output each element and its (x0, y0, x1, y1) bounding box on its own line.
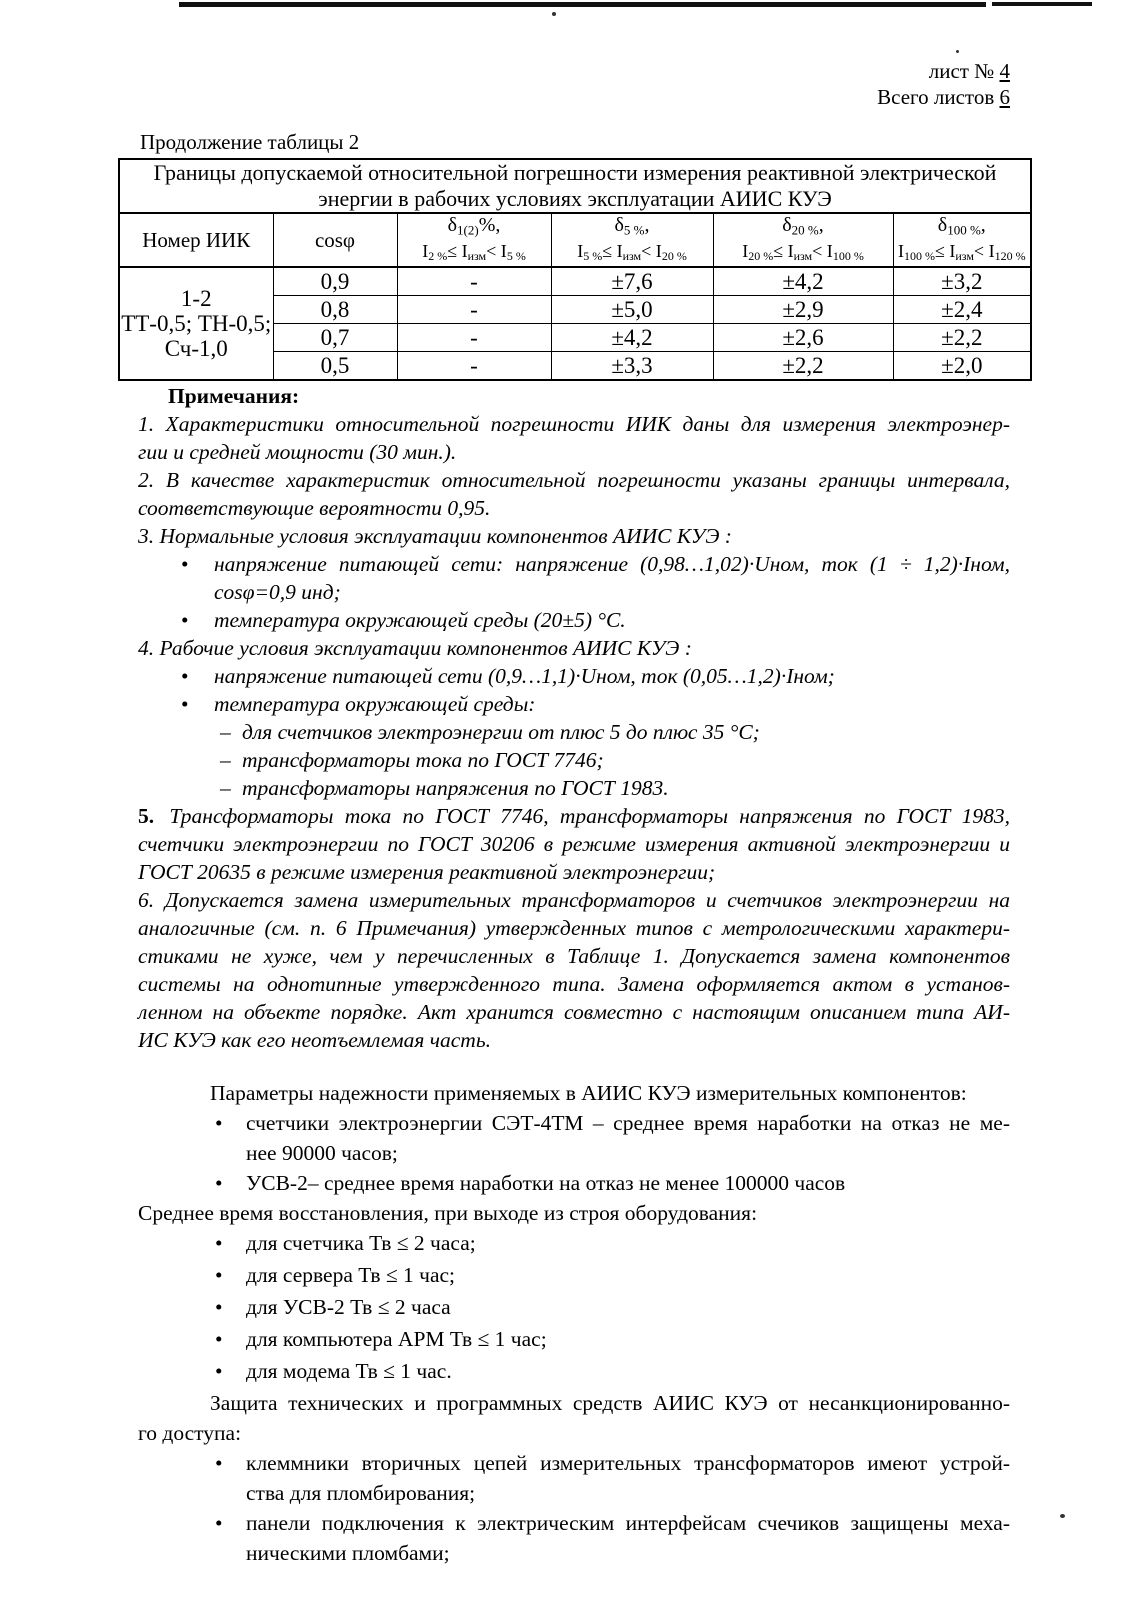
note-3-heading: 3. Нормальные условия эксплуатации компонентов АИИС КУЭ : (138, 524, 732, 548)
d1-value: - (397, 352, 551, 381)
d100-value: ±2,2 (893, 324, 1031, 352)
bullet-marker: • (215, 1231, 223, 1255)
sheet-label: лист № (928, 59, 1000, 83)
reliability-intro: Параметры надежности применяемых в АИИС КУЭ измерительных компонентов: (210, 1081, 967, 1105)
bullet-marker: • (215, 1327, 223, 1351)
total-sheets-line (877, 84, 1010, 110)
total-sheets-label: Всего листов (877, 85, 1000, 109)
list-item: • панели подключения к электрическим интерфейсам счечиков защищены меха- ническими пломбами; (138, 1508, 1010, 1568)
scan-artifact-dot (1060, 1514, 1065, 1518)
cos-value: 0,8 (273, 296, 397, 324)
list-item: – для счетчиков электроэнергии от плюс 5 до плюс 35 °С; (220, 720, 760, 744)
bullet-marker: • (181, 664, 189, 688)
d1-value: - (397, 296, 551, 324)
cos-value: 0,7 (273, 324, 397, 352)
d100-value: ±3,2 (893, 267, 1031, 296)
bullet-marker: • (215, 1263, 223, 1287)
list-item: • для модема Тв ≤ 1 час. (138, 1356, 1010, 1386)
col-header-iik: Номер ИИК (119, 213, 273, 267)
table-title (119, 159, 1031, 213)
cos-value: 0,9 (273, 267, 397, 296)
bullet-marker: • (215, 1511, 223, 1535)
table-title-line2: энергии в рабочих условиях эксплуатации АИИС КУЭ (318, 186, 832, 211)
d5-value: ±3,3 (551, 352, 713, 381)
list-item: • температура окружающей среды (20±5) °С. (181, 608, 626, 632)
dash-marker: – (220, 748, 231, 772)
list-item: • напряжение питающей сети (0,9…1,1)·Uном, ток (0,05…1,2)·Iном; (181, 664, 835, 688)
list-item: • для счетчика Тв ≤ 2 часа; (138, 1228, 1010, 1258)
col-header-delta-20: $\delta_{20 \%}$, $I_{20 \%}\le I_{изм}< I_{100 \%}$ (713, 213, 893, 267)
iik-group-cell: 1-2 ТТ-0,5; ТН-0,5; Сч-1,0 (119, 267, 273, 380)
security-intro: Защита технических и программных средств АИИС КУЭ от несанкционированно- го доступа: (138, 1391, 1010, 1445)
col-header-delta-100: $\delta_{100 \%}$, $I_{100 \%}\le I_{изм}< I_{120 \%}$ (893, 213, 1031, 267)
note-5: 5. Трансформаторы тока по ГОСТ 7746, трансформаторы напряжения по ГОСТ 1983, счетчики электроэнергии по ГОСТ 30206 в режиме измерения активной электроэнергии и ГОСТ 20635 в режиме измерения реактивной электроэнергии; (138, 804, 1010, 884)
list-item: – трансформаторы напряжения по ГОСТ 1983. (220, 776, 669, 800)
note-2: 2. В качестве характеристик относительной погрешности указаны границы интервала, соответствующие вероятности 0,95. (138, 468, 1010, 520)
list-item: • для сервера Тв ≤ 1 час; (138, 1260, 1010, 1290)
d20-value: ±2,6 (713, 324, 893, 352)
error-limits-table (118, 158, 1032, 381)
note-5-number: 5. (138, 804, 155, 828)
bullet-marker: • (215, 1451, 223, 1475)
bullet-marker: • (215, 1359, 223, 1383)
note-1: 1. Характеристики относительной погрешности ИИК даны для измерения электроэнер- гии и средней мощности (30 мин.). (138, 412, 1010, 464)
d5-value: ±4,2 (551, 324, 713, 352)
bullet-marker: • (181, 552, 189, 576)
d5-value: ±5,0 (551, 296, 713, 324)
scan-artifact-dot (552, 12, 556, 16)
cos-value: 0,5 (273, 352, 397, 381)
note-3 (138, 522, 1010, 634)
bullet-marker: • (215, 1295, 223, 1319)
sheet-number-line (877, 58, 1010, 84)
top-rule-left (179, 2, 986, 7)
reliability-and-security-section (138, 1078, 1010, 1568)
notes-section (138, 382, 1010, 1054)
d20-value: ±2,9 (713, 296, 893, 324)
bullet-marker: • (215, 1111, 223, 1135)
d1-value: - (397, 324, 551, 352)
notes-heading: Примечания: (168, 384, 300, 408)
list-item: • температура окружающей среды: (181, 692, 536, 716)
d100-value: ±2,0 (893, 352, 1031, 381)
list-item: • для УСВ-2 Тв ≤ 2 часа (138, 1292, 1010, 1322)
note-4-heading: 4. Рабочие условия эксплуатации компонентов АИИС КУЭ : (138, 636, 692, 660)
note-4 (138, 634, 1010, 802)
dash-marker: – (220, 776, 231, 800)
bullet-marker: • (215, 1171, 223, 1195)
col-header-cos: cosφ (273, 213, 397, 267)
col-header-delta-1-2: $\delta_{1(2)}\%$, $I_{2 \%}\le I_{изм}< I_{5 \%}$ (397, 213, 551, 267)
list-item: • клеммники вторичных цепей измерительных трансформаторов имеют устрой- ства для пломбирования; (138, 1448, 1010, 1508)
dash-marker: – (220, 720, 231, 744)
sheet-number: 4 (999, 59, 1010, 83)
d1-value: - (397, 267, 551, 296)
table-continuation-label: Продолжение таблицы 2 (140, 130, 360, 154)
recovery-intro: Среднее время восстановления, при выходе из строя оборудования: (138, 1201, 758, 1225)
bullet-marker: • (181, 692, 189, 716)
d20-value: ±2,2 (713, 352, 893, 381)
d20-value: ±4,2 (713, 267, 893, 296)
total-sheets-number: 6 (999, 85, 1010, 109)
d5-value: ±7,6 (551, 267, 713, 296)
list-item: • для компьютера АРМ Тв ≤ 1 час; (138, 1324, 1010, 1354)
bullet-marker: • (181, 608, 189, 632)
scan-artifact-dot (956, 50, 959, 53)
list-item: • счетчики электроэнергии СЭТ-4ТМ – среднее время наработки на отказ не ме- нее 90000 часов; (138, 1108, 1010, 1168)
sheet-info (877, 58, 1010, 110)
list-item: • УСВ-2– среднее время наработки на отказ не менее 100000 часов (138, 1168, 1010, 1198)
table-row (119, 267, 1031, 296)
top-rule-right (992, 2, 1092, 6)
col-header-delta-5: $\delta_{5 \%}$, $I_{5 \%}\le I_{изм}< I_{20 \%}$ (551, 213, 713, 267)
list-item: – трансформаторы тока по ГОСТ 7746; (220, 748, 604, 772)
table-title-line1: Границы допускаемой относительной погрешности измерения реактивной электрической (153, 160, 997, 185)
d100-value: ±2,4 (893, 296, 1031, 324)
list-item: • напряжение питающей сети: напряжение (0,98…1,02)·Uном, ток (1 ÷ 1,2)·Iном, cosφ=0,9 инд; (181, 552, 1010, 604)
note-6: 6. Допускается замена измерительных трансформаторов и счетчиков электроэнергии на аналогичные (см. п. 6 Примечания) утвержденных типов с метрологическими характери- стиками не хуже, чем у перечисленных в Таблице 1. Допускается замена компонентов системы на однотипные утвержденного типа. Замена оформляется актом в установ- ленном на объекте порядке. Акт хранится совместно с настоящим описанием типа АИ- ИС КУЭ как его неотъемлемая часть. (138, 888, 1010, 1052)
